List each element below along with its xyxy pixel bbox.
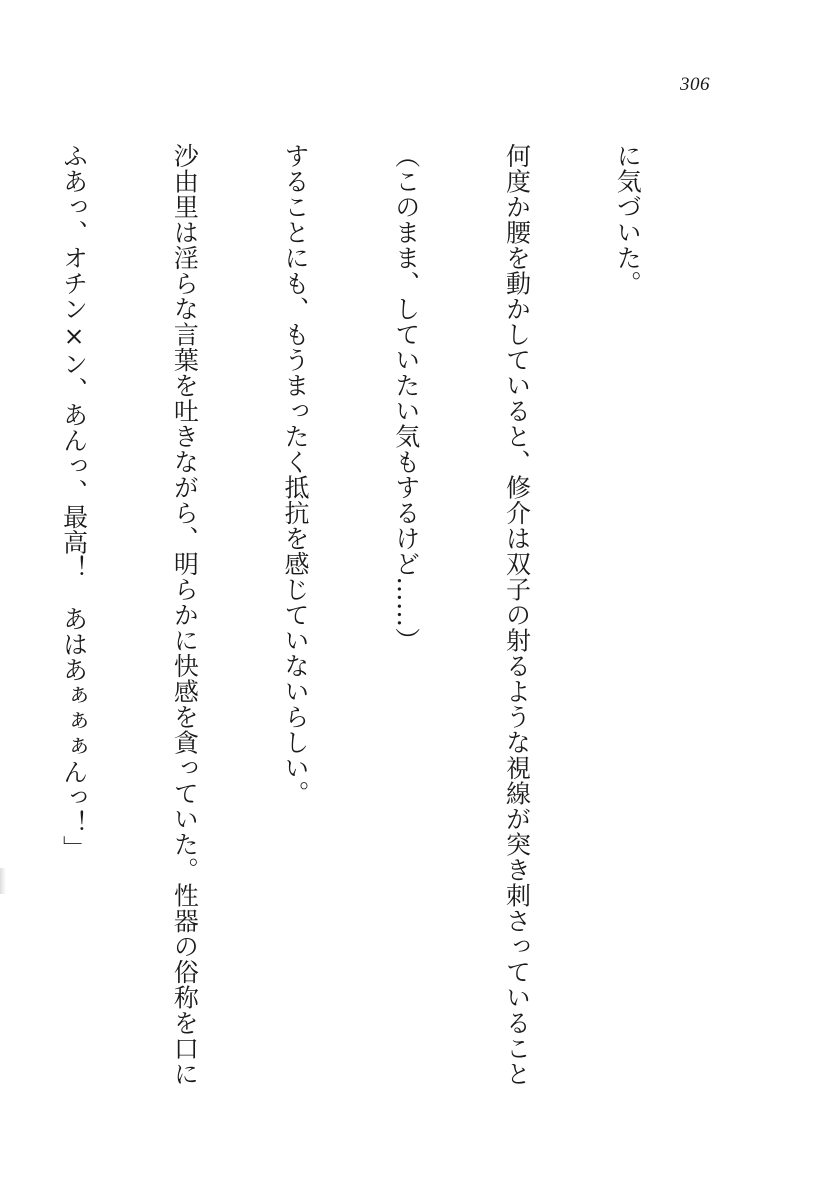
page-number: 306 (680, 74, 710, 95)
vertical-text-body (59, 143, 719, 1093)
text-line: することにも、もうまったく抵抗を感じていないらしい。 (281, 143, 311, 806)
text-line: ふあっ、オチン×ン、あんっ、最高！ あはあぁぁぁんっ！」 (59, 143, 89, 861)
text-line: 何度か腰を動かしていると、修介は双子の射るような視線が突き刺さっていること (502, 143, 532, 1087)
text-line: （このまま、していたい気もするけど……） (391, 143, 421, 653)
text-line: に気づいた。 (613, 143, 643, 296)
scan-edge-mark (0, 868, 6, 894)
text-line: 沙由里は淫らな言葉を吐きながら、明らかに快感を貪っていた。性器の俗称を口に (170, 143, 200, 1087)
